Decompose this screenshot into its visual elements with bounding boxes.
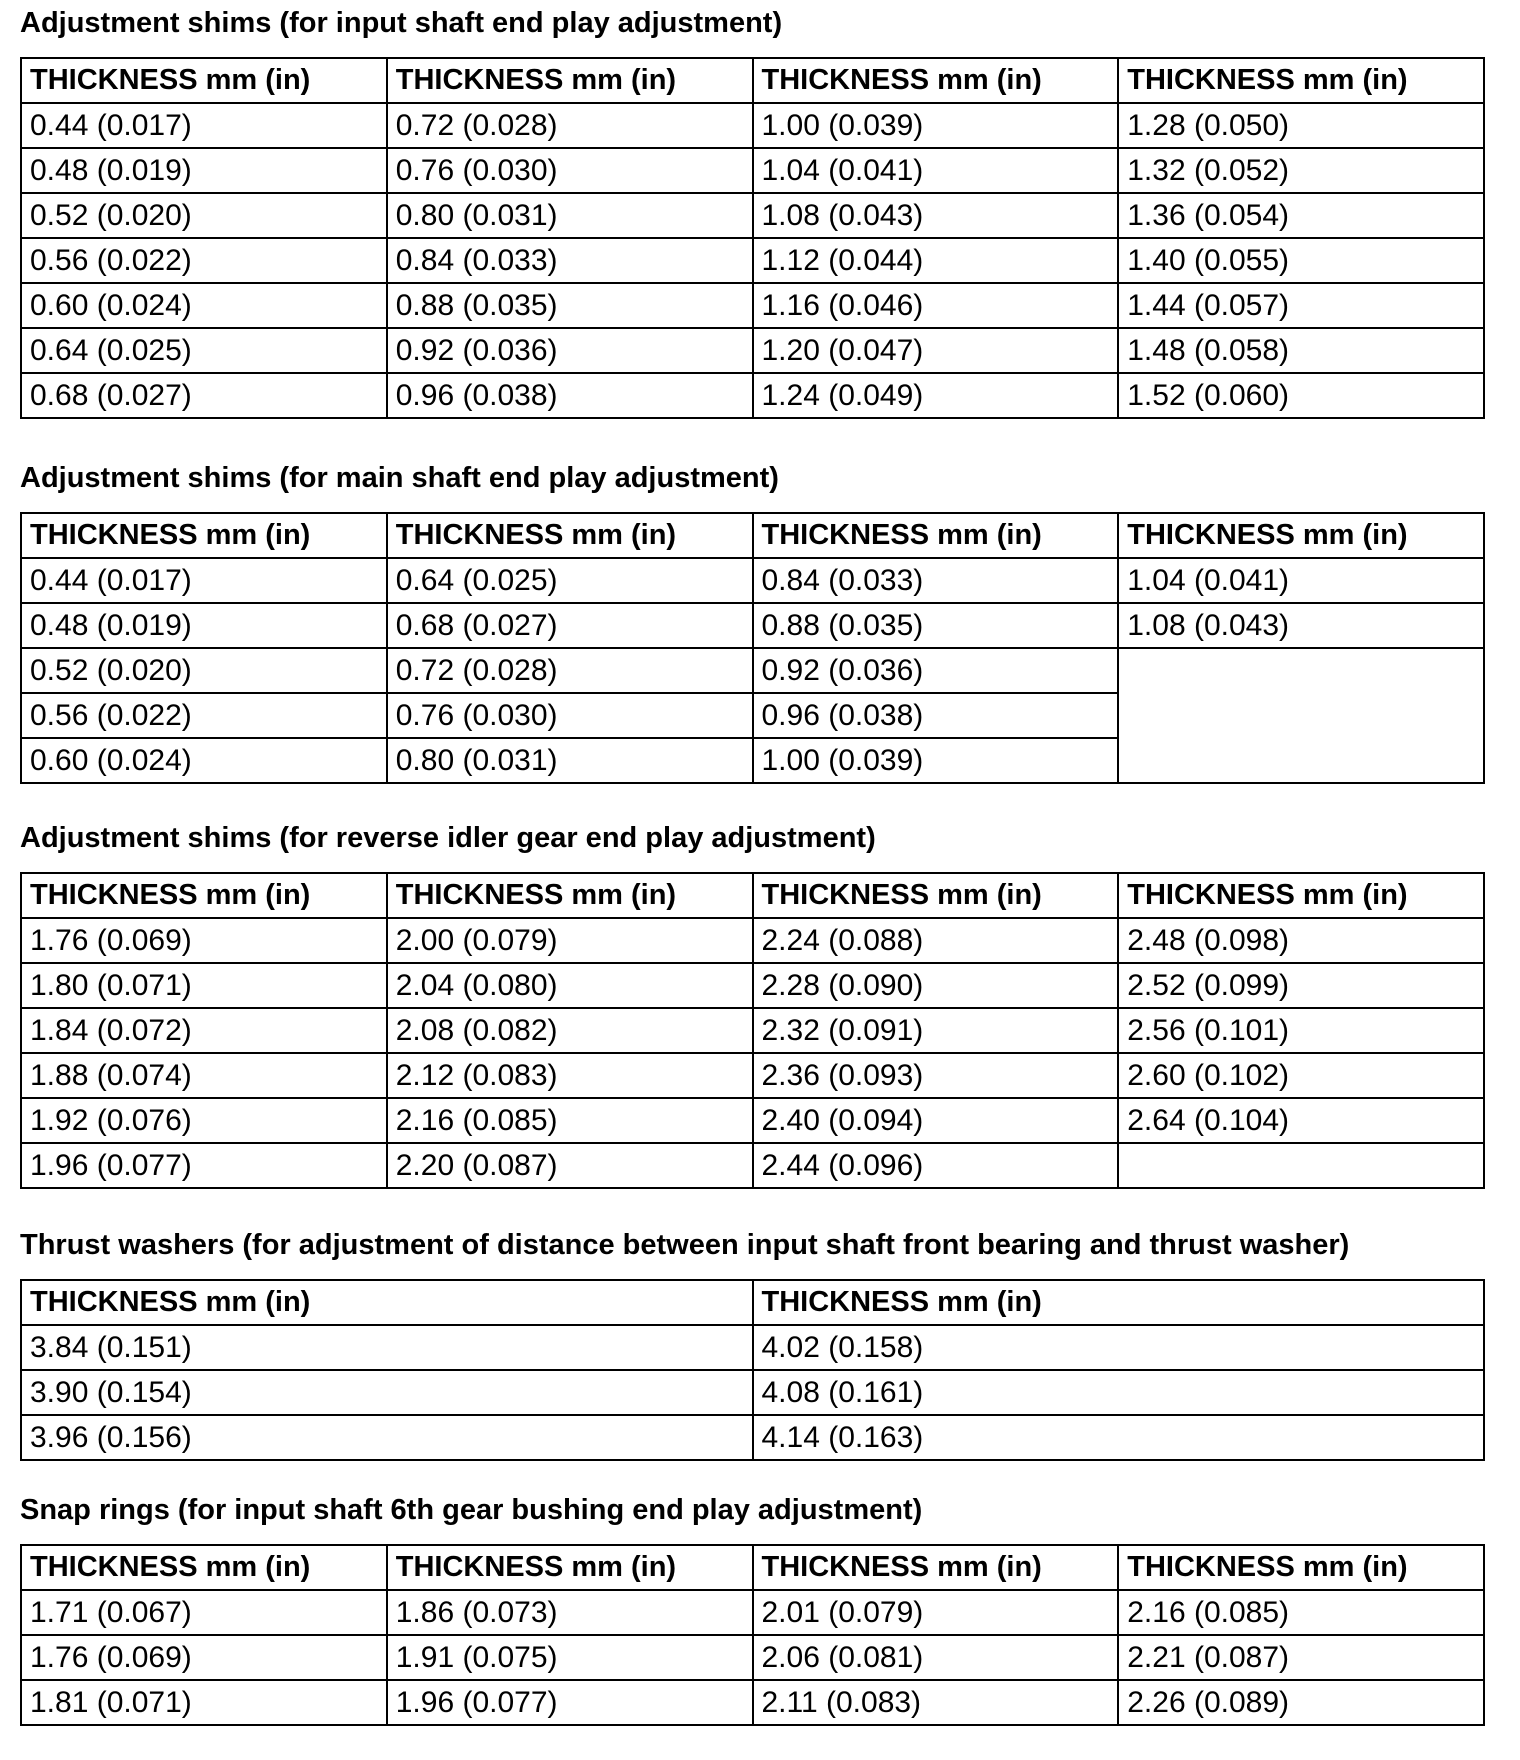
table-row — [21, 1143, 1484, 1188]
table-cell: 0.64 (0.025) — [21, 328, 387, 373]
table-cell: 2.56 (0.101) — [1118, 1008, 1484, 1053]
empty-merged-cell — [1118, 648, 1484, 783]
table-cell: 0.84 (0.033) — [753, 558, 1119, 603]
column-header: THICKNESS mm (in) — [21, 1545, 387, 1590]
table-cell: 1.12 (0.044) — [753, 238, 1119, 283]
table-cell: 1.04 (0.041) — [1118, 558, 1484, 603]
table-cell: 2.06 (0.081) — [753, 1635, 1119, 1680]
table-row — [21, 283, 1484, 328]
table-row — [21, 238, 1484, 283]
column-header: THICKNESS mm (in) — [21, 513, 387, 558]
table-cell: 0.84 (0.033) — [387, 238, 753, 283]
table-cell: 2.60 (0.102) — [1118, 1053, 1484, 1098]
table-cell: 2.24 (0.088) — [753, 918, 1119, 963]
table-cell: 1.24 (0.049) — [753, 373, 1119, 418]
table-cell: 1.96 (0.077) — [387, 1680, 753, 1725]
table-cell: 1.20 (0.047) — [753, 328, 1119, 373]
table-cell: 3.90 (0.154) — [21, 1370, 753, 1415]
table-cell: 1.00 (0.039) — [753, 738, 1119, 783]
table-row — [21, 328, 1484, 373]
table-cell: 3.96 (0.156) — [21, 1415, 753, 1460]
column-header: THICKNESS mm (in) — [387, 1545, 753, 1590]
section-title: Snap rings (for input shaft 6th gear bushing end play adjustment) — [20, 1494, 923, 1526]
thrust-washers-table — [20, 1279, 1485, 1461]
table-cell: 2.01 (0.079) — [753, 1590, 1119, 1635]
main-shaft-shims-table — [20, 512, 1485, 784]
table-row — [21, 1415, 1484, 1460]
table-cell: 0.88 (0.035) — [753, 603, 1119, 648]
table-cell: 0.80 (0.031) — [387, 193, 753, 238]
table-cell: 0.88 (0.035) — [387, 283, 753, 328]
table-row — [21, 558, 1484, 603]
table-row — [21, 1008, 1484, 1053]
table-cell: 2.16 (0.085) — [387, 1098, 753, 1143]
table-row — [21, 1370, 1484, 1415]
table-cell: 1.76 (0.069) — [21, 1635, 387, 1680]
section-thrust-washers — [20, 1228, 1485, 1461]
column-header: THICKNESS mm (in) — [21, 873, 387, 918]
table-cell: 1.48 (0.058) — [1118, 328, 1484, 373]
table-cell: 0.92 (0.036) — [387, 328, 753, 373]
section-reverse-idler-shims — [20, 821, 1485, 1189]
table-cell: 4.08 (0.161) — [753, 1370, 1485, 1415]
header-row — [21, 1545, 1484, 1590]
table-cell: 1.16 (0.046) — [753, 283, 1119, 328]
column-header: THICKNESS mm (in) — [753, 873, 1119, 918]
table-cell: 1.28 (0.050) — [1118, 103, 1484, 148]
section-input-shaft-shims — [20, 6, 1485, 419]
table-row — [21, 148, 1484, 193]
table-cell: 0.92 (0.036) — [753, 648, 1119, 693]
table-cell: 3.84 (0.151) — [21, 1325, 753, 1370]
table-cell: 0.48 (0.019) — [21, 148, 387, 193]
table-cell: 0.76 (0.030) — [387, 148, 753, 193]
column-header: THICKNESS mm (in) — [1118, 58, 1484, 103]
section-title: Adjustment shims (for input shaft end play adjustment) — [20, 7, 783, 39]
table-row — [21, 1325, 1484, 1370]
table-cell: 2.04 (0.080) — [387, 963, 753, 1008]
table-cell: 1.76 (0.069) — [21, 918, 387, 963]
column-header: THICKNESS mm (in) — [1118, 513, 1484, 558]
column-header: THICKNESS mm (in) — [753, 513, 1119, 558]
column-header: THICKNESS mm (in) — [387, 58, 753, 103]
section-title: Adjustment shims (for main shaft end play adjustment) — [20, 462, 779, 494]
table-cell: 2.48 (0.098) — [1118, 918, 1484, 963]
table-cell: 0.60 (0.024) — [21, 738, 387, 783]
table-row — [21, 1590, 1484, 1635]
table-cell: 1.00 (0.039) — [753, 103, 1119, 148]
table-cell: 0.44 (0.017) — [21, 103, 387, 148]
table-cell: 2.28 (0.090) — [753, 963, 1119, 1008]
table-row — [21, 1680, 1484, 1725]
column-header: THICKNESS mm (in) — [21, 58, 387, 103]
header-row — [21, 873, 1484, 918]
snap-rings-table — [20, 1544, 1485, 1726]
table-cell: 2.64 (0.104) — [1118, 1098, 1484, 1143]
table-cell: 0.44 (0.017) — [21, 558, 387, 603]
table-row — [21, 603, 1484, 648]
table-cell: 1.80 (0.071) — [21, 963, 387, 1008]
header-row — [21, 513, 1484, 558]
table-cell: 0.64 (0.025) — [387, 558, 753, 603]
table-cell: 1.92 (0.076) — [21, 1098, 387, 1143]
table-row — [21, 918, 1484, 963]
column-header: THICKNESS mm (in) — [387, 513, 753, 558]
table-cell: 1.36 (0.054) — [1118, 193, 1484, 238]
table-cell: 2.20 (0.087) — [387, 1143, 753, 1188]
table-cell: 0.68 (0.027) — [21, 373, 387, 418]
table-cell: 0.96 (0.038) — [753, 693, 1119, 738]
table-row — [21, 373, 1484, 418]
table-cell: 2.08 (0.082) — [387, 1008, 753, 1053]
header-row — [21, 1280, 1484, 1325]
table-cell: 2.44 (0.096) — [753, 1143, 1119, 1188]
section-snap-rings — [20, 1493, 1485, 1726]
table-cell: 0.56 (0.022) — [21, 238, 387, 283]
table-cell: 0.80 (0.031) — [387, 738, 753, 783]
table-row — [21, 1053, 1484, 1098]
table-cell: 1.96 (0.077) — [21, 1143, 387, 1188]
table-cell: 1.91 (0.075) — [387, 1635, 753, 1680]
table-cell: 1.04 (0.041) — [753, 148, 1119, 193]
header-row — [21, 58, 1484, 103]
table-cell: 2.52 (0.099) — [1118, 963, 1484, 1008]
table-cell: 2.26 (0.089) — [1118, 1680, 1484, 1725]
column-header: THICKNESS mm (in) — [753, 58, 1119, 103]
table-cell: 1.32 (0.052) — [1118, 148, 1484, 193]
table-row — [21, 1635, 1484, 1680]
table-cell: 1.44 (0.057) — [1118, 283, 1484, 328]
table-cell: 0.52 (0.020) — [21, 193, 387, 238]
column-header: THICKNESS mm (in) — [1118, 873, 1484, 918]
table-cell: 1.86 (0.073) — [387, 1590, 753, 1635]
table-cell: 2.36 (0.093) — [753, 1053, 1119, 1098]
table-cell: 2.40 (0.094) — [753, 1098, 1119, 1143]
table-cell: 1.40 (0.055) — [1118, 238, 1484, 283]
column-header: THICKNESS mm (in) — [387, 873, 753, 918]
table-cell: 0.52 (0.020) — [21, 648, 387, 693]
table-cell: 0.56 (0.022) — [21, 693, 387, 738]
table-row — [21, 103, 1484, 148]
table-cell: 0.68 (0.027) — [387, 603, 753, 648]
table-cell: 1.81 (0.071) — [21, 1680, 387, 1725]
table-cell: 0.72 (0.028) — [387, 103, 753, 148]
table-cell: 0.96 (0.038) — [387, 373, 753, 418]
table-cell: 4.14 (0.163) — [753, 1415, 1485, 1460]
table-cell: 0.76 (0.030) — [387, 693, 753, 738]
table-cell: 2.32 (0.091) — [753, 1008, 1119, 1053]
table-cell: 1.08 (0.043) — [1118, 603, 1484, 648]
column-header: THICKNESS mm (in) — [1118, 1545, 1484, 1590]
table-cell: 2.21 (0.087) — [1118, 1635, 1484, 1680]
column-header: THICKNESS mm (in) — [753, 1545, 1119, 1590]
table-cell: 1.88 (0.074) — [21, 1053, 387, 1098]
table-cell: 4.02 (0.158) — [753, 1325, 1485, 1370]
table-cell: 1.52 (0.060) — [1118, 373, 1484, 418]
table-cell: 1.84 (0.072) — [21, 1008, 387, 1053]
input-shaft-shims-table — [20, 57, 1485, 419]
table-row — [21, 1098, 1484, 1143]
table-cell: 2.11 (0.083) — [753, 1680, 1119, 1725]
table-cell: 0.48 (0.019) — [21, 603, 387, 648]
table-row — [21, 963, 1484, 1008]
table-cell: 2.16 (0.085) — [1118, 1590, 1484, 1635]
reverse-idler-shims-table — [20, 872, 1485, 1189]
table-row — [21, 193, 1484, 238]
table-cell: 1.08 (0.043) — [753, 193, 1119, 238]
table-cell: 2.12 (0.083) — [387, 1053, 753, 1098]
section-main-shaft-shims — [20, 461, 1485, 784]
section-title: Thrust washers (for adjustment of distance between input shaft front bearing and thrust washer) — [20, 1229, 1350, 1261]
table-cell: 2.00 (0.079) — [387, 918, 753, 963]
section-title: Adjustment shims (for reverse idler gear end play adjustment) — [20, 822, 876, 854]
table-cell: 0.72 (0.028) — [387, 648, 753, 693]
column-header: THICKNESS mm (in) — [753, 1280, 1485, 1325]
table-row — [21, 648, 1484, 693]
table-cell: 1.71 (0.067) — [21, 1590, 387, 1635]
column-header: THICKNESS mm (in) — [21, 1280, 753, 1325]
table-cell — [1118, 1143, 1484, 1188]
table-cell: 0.60 (0.024) — [21, 283, 387, 328]
